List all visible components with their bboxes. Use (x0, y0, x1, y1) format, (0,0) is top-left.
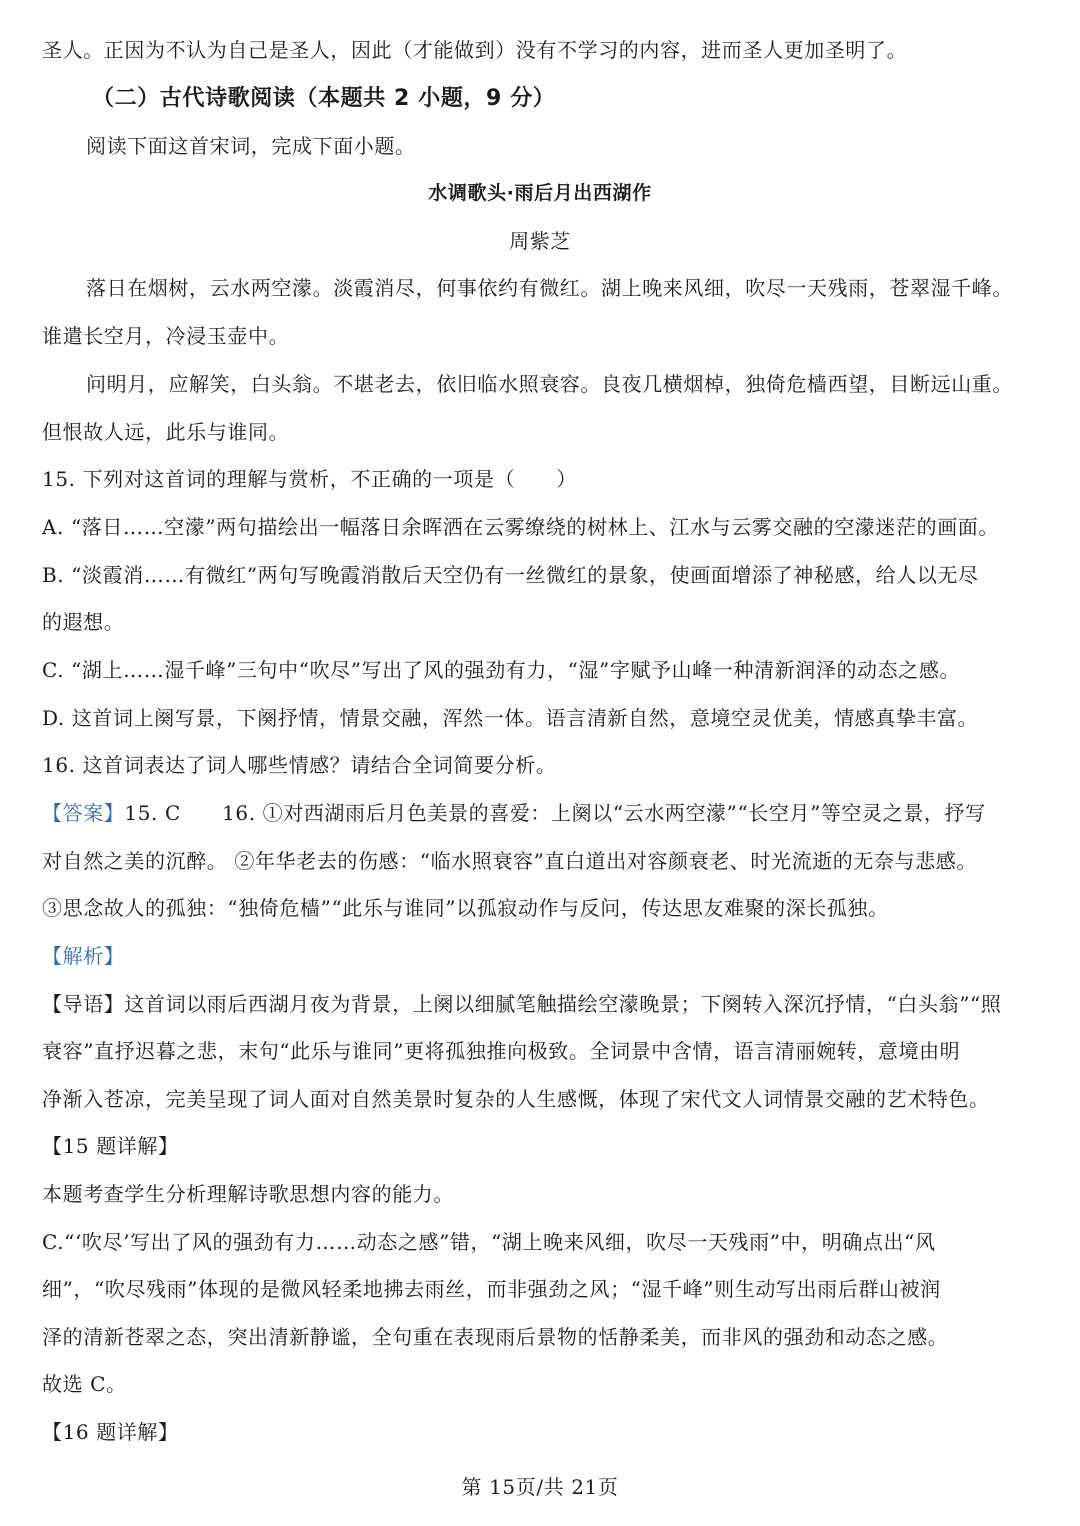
guide-line: 衰容”直抒迟暮之悲，末句“此乐与谁同”更将孤独推向极致。全词景中含情，语言清丽婉转，意境由明 (42, 1039, 961, 1063)
detail-line: 泽的清新苍翠之态，突出清新静谧，全句重在表现雨后景物的恬静柔美，而非风的强劲和动态之感。 (42, 1325, 949, 1349)
answer-text: 15. C 16. ①对西湖雨后月色美景的喜爱：上阕以“云水两空濛”“长空月”等空灵之景，抒写 (124, 801, 986, 825)
answer-line: 对自然之美的沉醉。 ②年华老去的伤感：“临水照衰容”直白道出对容颜衰老、时光流逝的无奈与悲感。 (42, 849, 978, 873)
answer-line (42, 798, 1042, 828)
poem-author: 周紫芝 (509, 229, 571, 253)
analysis-tag: 【解析】 (42, 944, 125, 968)
poem-line: 问明月，应解笑，白头翁。不堪老去，依旧临水照衰容。良夜几横烟棹，独倚危樯西望，目断远山重。 (86, 372, 1013, 396)
option-b: B. “淡霞消……有微红”两句写晚霞消散后天空仍有一丝微红的景象，使画面增添了神秘感，给人以无尽 (42, 563, 979, 587)
question-16: 16. 这首词表达了词人哪些情感？请结合全词简要分析。 (42, 753, 557, 777)
page-footer: 第 15页/共 21页 (461, 1475, 619, 1499)
answer-tag: 【答案】 (42, 801, 125, 825)
guide-line: 净渐入苍凉，完美呈现了词人面对自然美景时复杂的人生感慨，体现了宋代文人词情景交融的艺术特色。 (42, 1087, 990, 1111)
detail-16-heading: 【16 题详解】 (42, 1420, 179, 1444)
option-d: D. 这首词上阕写景，下阕抒情，情景交融，浑然一体。语言清新自然，意境空灵优美，情感真挚丰富。 (42, 706, 979, 730)
poem-line: 谁遣长空月，冷浸玉壶中。 (42, 324, 290, 348)
instruction-line: 阅读下面这首宋词，完成下面小题。 (86, 134, 416, 158)
detail-choice: 故选 C。 (42, 1372, 127, 1396)
detail-line: 本题考查学生分析理解诗歌思想内容的能力。 (42, 1182, 454, 1206)
poem-line: 落日在烟树，云水两空濛。淡霞消尽，何事依约有微红。湖上晚来风细，吹尽一天残雨，苍翠湿千峰。 (86, 276, 1013, 300)
guide-line: 【导语】这首词以雨后西湖月夜为背景，上阕以细腻笔触描绘空濛晚景；下阕转入深沉抒情，“白头翁”“照 (42, 992, 1002, 1016)
option-c: C. “湖上……湿千峰”三句中“吹尽”写出了风的强劲有力，“湿”字赋予山峰一种清新润泽的动态之感。 (42, 658, 961, 682)
poem-line: 但恨故人远，此乐与谁同。 (42, 420, 290, 444)
question-15: 15. 下列对这首词的理解与赏析，不正确的一项是（ ） (42, 467, 577, 491)
text-line: 圣人。正因为不认为自己是圣人，因此（才能做到）没有不学习的内容，进而圣人更加圣明了。 (42, 38, 908, 62)
section-title: （二）古代诗歌阅读（本题共 2 小题，9 分） (92, 86, 556, 111)
poem-title: 水调歌头·雨后月出西湖作 (428, 182, 652, 204)
detail-line: C.“‘吹尽’写出了风的强劲有力……动态之感”错，“湖上晚来风细，吹尽一天残雨”中，明确点出“风 (42, 1230, 936, 1254)
option-b-cont: 的遐想。 (42, 610, 125, 634)
answer-line: ③思念故人的孤独：“独倚危樯”“此乐与谁同”以孤寂动作与反问，传达思友难聚的深长孤独。 (42, 896, 889, 920)
option-a: A. “落日……空濛”两句描绘出一幅落日余晖洒在云雾缭绕的树林上、江水与云雾交融的空濛迷茫的画面。 (42, 515, 1000, 539)
detail-15-heading: 【15 题详解】 (42, 1134, 179, 1158)
detail-line: 细”，“吹尽残雨”体现的是微风轻柔地拂去雨丝，而非强劲之风；“湿千峰”则生动写出雨后群山被润 (42, 1277, 941, 1301)
